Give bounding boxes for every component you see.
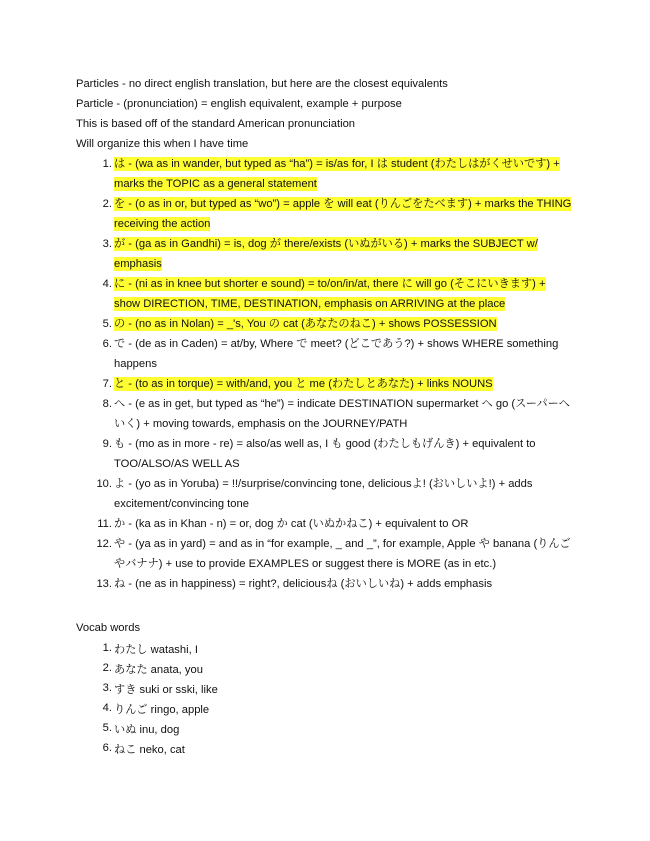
list-number: 9. [102, 438, 112, 450]
particle-item [94, 574, 574, 594]
particle-item [94, 394, 574, 434]
particle-item [94, 374, 574, 394]
vocab-text: すき suki or sski, like [114, 684, 218, 696]
particle-item [94, 154, 574, 194]
vocab-item [94, 660, 203, 680]
list-number: 1. [102, 158, 112, 170]
particle-text: を - (o as in or, but typed as “wo”) = apple を will eat (りんごをたべます) + marks the THING receiving the action [114, 198, 572, 230]
particle-text: は - (wa as in wander, but typed as “ha”) = is/as for, I は student (わたしはがくせいです) + marks the TOPIC as a general statement [114, 158, 560, 190]
particle-text: で - (de as in Caden) = at/by, Where で meet? (どこであう?) + shows WHERE something happens [114, 338, 559, 370]
intro-line-1: Particles - no direct english translation, but here are the closest equivalents [76, 78, 448, 90]
particle-text: に - (ni as in knee but shorter e sound) = to/on/in/at, there に will go (そこにいきます) + show DIRECTION, TIME, DESTINATION, emphasis on ARRIVING at the place [114, 278, 546, 310]
particle-text: よ - (yo as in Yoruba) = !!/surprise/convincing tone, deliciousよ! (おいしいよ!) + adds excitement/convincing tone [114, 478, 533, 510]
vocab-text: ねこ neko, cat [114, 744, 185, 756]
list-number: 5. [102, 318, 112, 330]
particle-item [94, 274, 574, 314]
list-number: 2. [102, 198, 112, 210]
list-number: 13. [96, 578, 112, 590]
vocab-item [94, 700, 209, 720]
vocab-item [94, 680, 218, 700]
vocab-text: わたし watashi, I [114, 644, 198, 656]
vocab-text: りんご ringo, apple [114, 704, 210, 716]
list-number: 2. [102, 662, 112, 674]
vocab-item [94, 640, 198, 660]
list-number: 11. [97, 518, 112, 530]
particle-text: と - (to as in torque) = with/and, you と me (わたしとあなた) + links NOUNS [114, 378, 493, 390]
list-number: 3. [102, 682, 112, 694]
particle-item [94, 334, 574, 374]
vocab-item [94, 720, 179, 740]
intro-line-3: This is based off of the standard American pronunciation [76, 118, 356, 130]
list-number: 3. [102, 238, 112, 250]
particle-item [94, 194, 574, 234]
vocab-text: いぬ inu, dog [114, 724, 180, 736]
particle-text: ね - (ne as in happiness) = right?, deliciousね (おいしいね) + adds emphasis [114, 578, 493, 590]
particle-item [94, 234, 574, 274]
particle-text: へ - (e as in get, but typed as “he”) = indicate DESTINATION supermarket へ go (スーパーへいく) + moving towards, emphasis on the JOURNEY/PATH [114, 398, 570, 430]
list-number: 1. [102, 642, 112, 654]
particle-text: も - (mo as in more - re) = also/as well as, I も good (わたしもげんき) + equivalent to TOO/ALSO/AS WELL AS [114, 438, 536, 470]
vocab-item [94, 740, 185, 760]
particle-text: か - (ka as in Khan - n) = or, dog か cat (いぬかねこ) + equivalent to OR [114, 518, 469, 530]
particle-item [94, 314, 574, 334]
list-number: 5. [102, 722, 112, 734]
particle-item [94, 514, 574, 534]
intro-line-2: Particle - (pronunciation) = english equivalent, example + purpose [76, 98, 402, 110]
list-number: 6. [102, 742, 112, 754]
vocab-heading: Vocab words [76, 622, 141, 634]
particle-item [94, 474, 574, 514]
intro-line-4: Will organize this when I have time [76, 138, 249, 150]
list-number: 12. [96, 538, 112, 550]
particle-item [94, 534, 574, 574]
particle-item [94, 434, 574, 474]
list-number: 7. [102, 378, 112, 390]
list-number: 10. [96, 478, 112, 490]
particle-text: の - (no as in Nolan) = _'s, You の cat (あなたのねこ) + shows POSSESSION [114, 318, 497, 330]
list-number: 6. [102, 338, 112, 350]
list-number: 4. [102, 278, 112, 290]
list-number: 8. [102, 398, 112, 410]
list-number: 4. [102, 702, 112, 714]
particle-text: や - (ya as in yard) = and as in “for example, _ and _”, for example, Apple や banana (りんごやバナナ) + use to provide EXAMPLES or suggest there is MORE (as in etc.) [114, 538, 571, 570]
vocab-text: あなた anata, you [114, 664, 203, 676]
particle-text: が - (ga as in Gandhi) = is, dog が there/exists (いぬがいる) + marks the SUBJECT w/ emphasis [114, 238, 538, 270]
